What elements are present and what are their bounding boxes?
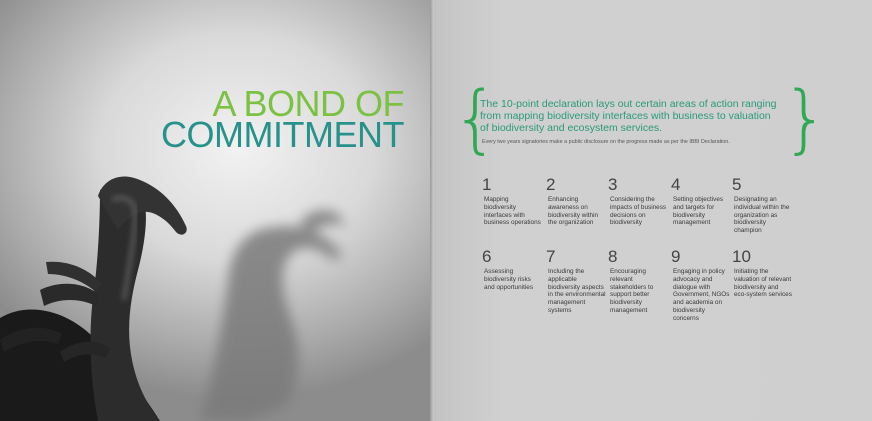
intro-paragraph: The 10-point declaration lays out certain areas of action ranging from mapping biodiversity interfaces with business to valuation of biodiversity and ecosystem services. bbox=[480, 98, 777, 134]
declaration-point bbox=[671, 176, 731, 227]
point-number: 7 bbox=[546, 247, 556, 266]
point-number: 5 bbox=[732, 175, 742, 194]
disclosure-note: Every two years signatories make a public disclosure on the progress made as per the IBBI Declaration. bbox=[482, 139, 730, 145]
point-number: 4 bbox=[671, 175, 681, 194]
point-number: 9 bbox=[671, 247, 681, 266]
point-number: 6 bbox=[482, 247, 492, 266]
declaration-point bbox=[482, 248, 542, 291]
point-text: Enhancing awareness on biodiversity within the organization bbox=[548, 196, 599, 227]
declaration-point bbox=[732, 176, 792, 235]
point-text: Encouraging relevant stakeholders to support better biodiversity management bbox=[610, 268, 654, 314]
declaration-point bbox=[546, 176, 606, 227]
hands-silhouette bbox=[0, 177, 187, 421]
point-number: 2 bbox=[546, 175, 556, 194]
declaration-point bbox=[608, 248, 668, 315]
point-text: Considering the impacts of business decisions on biodiversity bbox=[610, 196, 667, 227]
title-line-2: COMMITMENT bbox=[161, 114, 404, 155]
point-number: 3 bbox=[608, 175, 618, 194]
hand-shadow-bird-photo bbox=[0, 0, 432, 421]
right-curly-brace-icon: } bbox=[782, 76, 830, 162]
declaration-point bbox=[608, 176, 668, 227]
right-page bbox=[436, 0, 872, 421]
point-number: 1 bbox=[482, 175, 492, 194]
point-text: Including the applicable biodiversity aspects in the environmental management systems bbox=[548, 268, 606, 314]
point-number: 8 bbox=[608, 247, 618, 266]
declaration-point bbox=[482, 176, 542, 227]
left-page bbox=[0, 0, 432, 421]
point-text: Initiating the valuation of relevant biodiversity and eco-system services bbox=[734, 268, 792, 299]
point-text: Setting objectives and targets for biodiversity management bbox=[673, 196, 724, 227]
declaration-point bbox=[546, 248, 606, 315]
point-text: Mapping biodiversity interfaces with business operations bbox=[484, 196, 541, 227]
bird-shadow bbox=[200, 210, 346, 421]
page-title bbox=[161, 83, 404, 155]
declaration-point bbox=[671, 248, 731, 323]
point-number: 10 bbox=[732, 247, 751, 266]
title-line-1: A BOND OF bbox=[212, 83, 404, 124]
point-text: Designating an individual within the organization as biodiversity champion bbox=[734, 196, 790, 235]
left-curly-brace-icon: { bbox=[452, 76, 500, 162]
declaration-point bbox=[732, 248, 792, 299]
point-text: Assessing biodiversity risks and opportunities bbox=[484, 268, 534, 291]
point-text: Engaging in policy advocacy and dialogue with Government, NGOs and academia on biodiversity concerns bbox=[673, 268, 730, 322]
